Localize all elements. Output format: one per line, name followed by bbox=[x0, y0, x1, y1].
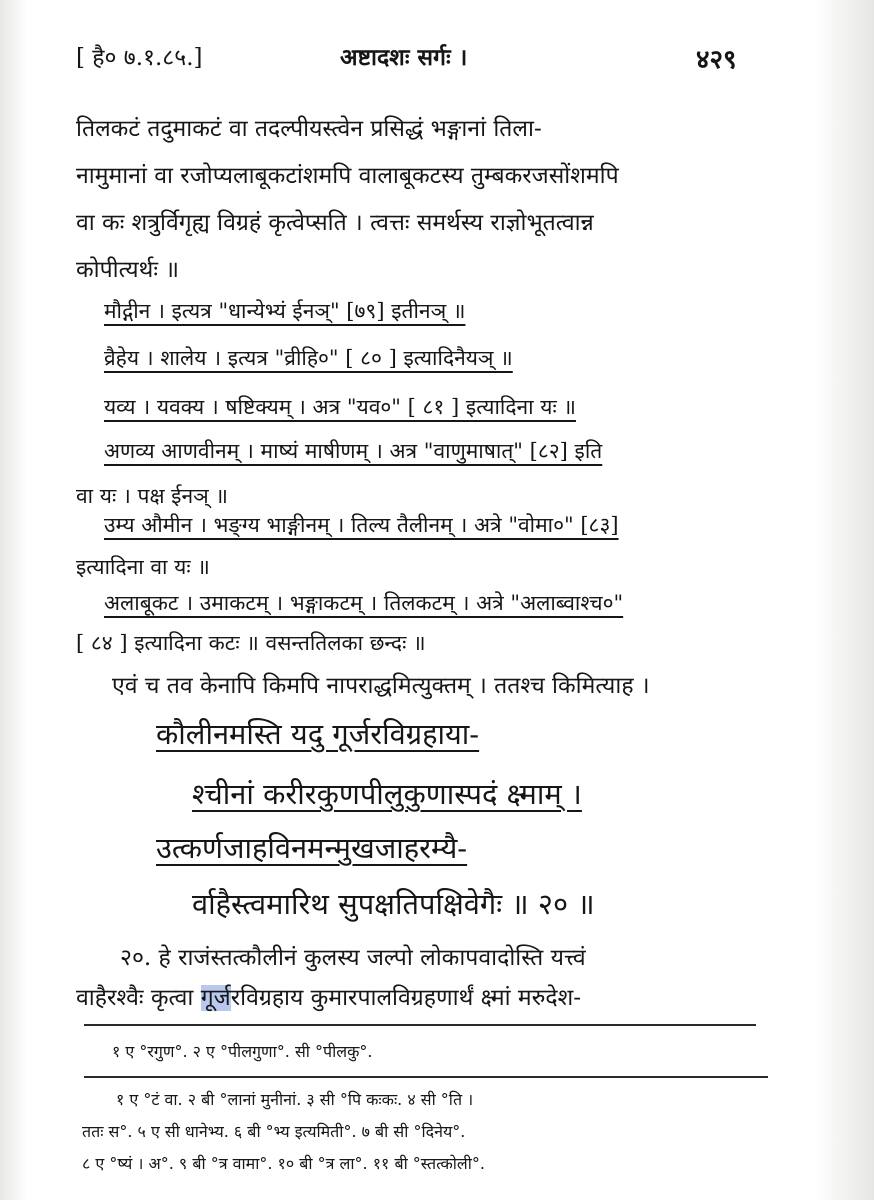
grammar-note: उम्य औमीन । भङ्ग्य भाङ्गीनम् । तिल्य तैलीनम् । अत्रे "वोमा०" [८३] bbox=[104, 513, 619, 537]
header-title: अष्टादशः सर्गः । bbox=[340, 44, 468, 71]
commentary-line: कोपीत्यर्थः ॥ bbox=[76, 257, 180, 283]
grammar-note: अलाबूकट । उमाकटम् । भङ्गाकटम् । तिलकटम् । अत्रे "अलाब्वाश्च०" bbox=[104, 591, 624, 615]
grammar-note: अणव्य आणवीनम् । माष्यं माषीणम् । अत्र "वाणुमाषात्" [८२] इति bbox=[104, 439, 603, 463]
commentary-text: वाहैरश्वैः कृत्वा bbox=[76, 985, 201, 1011]
commentary-line: तिलकटं तदुमाकटं वा तदल्पीयस्त्वेन प्रसिद्धं भङ्गानां तिला- bbox=[76, 116, 542, 142]
verse-line: श्चीनां करीरकुणपीलुकुणास्पदं क्ष्माम् । bbox=[192, 777, 582, 811]
commentary-text: रविग्रहाय कुमारपालविग्रहणार्थं क्ष्मां मरुदेश- bbox=[230, 985, 581, 1011]
commentary-line: वा कः शत्रुर्विगृह्य विग्रहं कृत्वेप्सति । त्वत्तः समर्थस्य राज्ञोभूतत्वान्न bbox=[76, 210, 594, 236]
page-edge-shadow bbox=[814, 0, 874, 1200]
grammar-note: यव्य । यवक्य । षष्टिक्यम् । अत्र "यव०" [ ८१ ] इत्यादिना यः ॥ bbox=[104, 395, 576, 419]
grammar-note: इत्यादिना वा यः ॥ bbox=[76, 555, 210, 579]
verse-line: उत्कर्णजाहविनमन्मुखजाहरम्यै- bbox=[156, 831, 468, 865]
page-gutter-shadow bbox=[0, 0, 28, 1200]
grammar-note: वा यः । पक्ष ईनञ् ॥ bbox=[76, 484, 228, 508]
page-number: ४२९ bbox=[696, 45, 737, 75]
footnote-divider bbox=[84, 1024, 756, 1026]
grammar-note: मौद्गीन । इत्यत्र "धान्येभ्यं ईनञ्" [७९] इतीनञ् ॥ bbox=[104, 299, 466, 323]
header-reference: [ है० ७.१.८५.] bbox=[76, 45, 203, 71]
commentary-line bbox=[76, 984, 581, 1013]
commentary-line: नामुमानां वा रजोप्यलाबूकटांशमपि वालाबूकटस्य तुम्बकरजसोंशमपि bbox=[76, 163, 619, 189]
commentary-line: २०. हे राजंस्तत्कौलीनं कुलस्य जल्पो लोकापवादोस्ति यत्त्वं bbox=[120, 945, 586, 971]
variant-readings: १ ए °रगुण°. २ ए °पीलगुणा°. सी °पीलकु°. bbox=[112, 1042, 373, 1061]
selected-text-highlight[interactable]: गूर्ज bbox=[200, 985, 231, 1011]
footnote-line: ततः स°. ५ ए सी धानेभ्य. ६ बी °भ्य इत्यमिती°. ७ बी सी °दिनेय°. bbox=[82, 1122, 466, 1141]
footnote-line: ८ ए °ष्यं । अ°. ९ बी °त्र वामा°. १० बी °त्र ला°. ११ बी °स्तत्कोली°. bbox=[82, 1154, 485, 1173]
grammar-note: [ ८४ ] इत्यादिना कटः ॥ वसन्ततिलका छन्दः ॥ bbox=[76, 631, 426, 655]
verse-line: र्वाहैस्त्वमारिथ सुपक्षतिपक्षिवेगैः ॥ २० ॥ bbox=[192, 887, 595, 921]
footnote-divider bbox=[84, 1076, 768, 1078]
footnote-line: १ ए °टं वा. २ बी °लानां मुनीनां. ३ सी °पि कःकः. ४ सी °ति । bbox=[116, 1090, 474, 1109]
grammar-note: व्रैहेय । शालेय । इत्यत्र "व्रीहि०" [ ८० ] इत्यादिनैयञ् ॥ bbox=[104, 346, 513, 370]
verse-line: कौलीनमस्ति यदु गूर्जरविग्रहाया- bbox=[156, 717, 480, 751]
verse-intro: एवं च तव केनापि किमपि नापराद्धमित्युक्तम् । ततश्च किमित्याह । bbox=[112, 673, 650, 699]
